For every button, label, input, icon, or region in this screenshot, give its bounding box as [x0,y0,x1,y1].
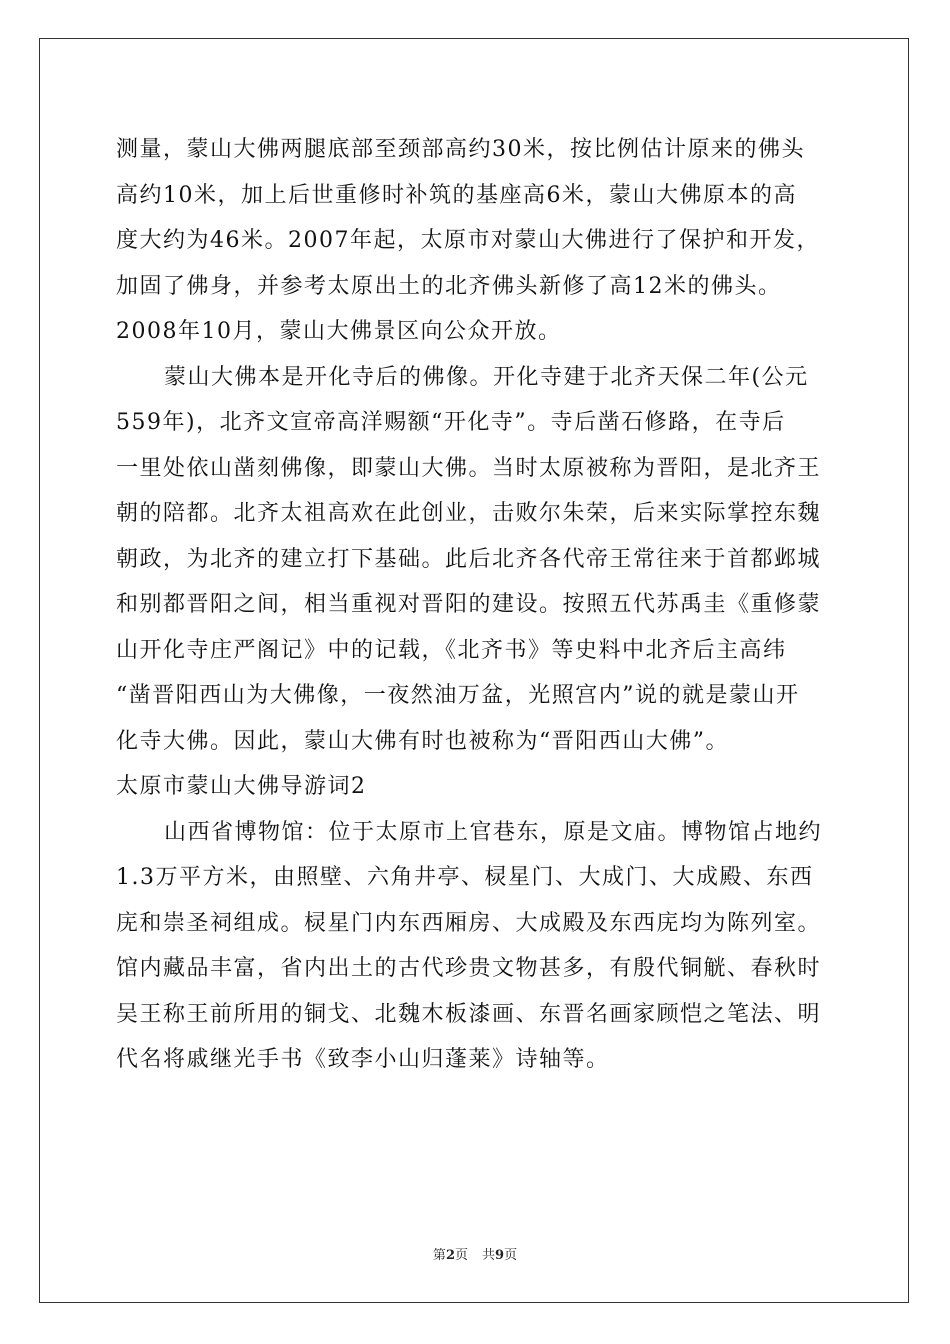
text-line: 和别都晋阳之间，相当重视对晋阳的建设。按照五代苏禹圭《重修蒙 [116,592,822,617]
text-line: 吴王称王前所用的铜戈、北魏木板漆画、东晋名画家顾恺之笔法、明 [116,1001,822,1027]
text-line: 一里处依山凿刻佛像，即蒙山大佛。当时太原被称为晋阳，是北齐王 [116,455,822,481]
text-line: 高约10米，加上后世重修时补筑的基座高6米，蒙山大佛原本的高 [116,182,797,208]
text-line: 庑和崇圣祠组成。棂星门内东西厢房、大成殿及东西庑均为陈列室。 [116,910,822,936]
text-line: 山开化寺庄严阁记》中的记载，《北齐书》等史料中北齐后主高纬 [116,637,787,663]
text-line: 加固了佛身，并参考太原出土的北齐佛头新修了高12米的佛头。 [116,273,782,299]
text-line: 代名将戚继光手书《致李小山归蓬莱》诗轴等。 [116,1047,610,1072]
text-line: 1.3万平方米，由照壁、六角井亭、棂星门、大成门、大成殿、东西 [116,865,814,890]
section-heading: 太原市蒙山大佛导游词2 [116,774,367,799]
text-line: 2008年10月，蒙山大佛景区向公众开放。 [116,319,562,344]
text-line: 559年)，北齐文宣帝高洋赐额“开化寺”。寺后凿石修路，在寺后 [116,410,786,435]
text-line: “凿晋阳西山为大佛像，一夜然油万盆，光照宫内”说的就是蒙山开 [116,683,800,708]
page-prefix: 第 [432,1248,446,1263]
page-suffix: 页 [454,1248,468,1263]
text-line: 朝政，为北齐的建立打下基础。此后北齐各代帝王常往来于首都邺城 [116,546,822,572]
text-line: 测量，蒙山大佛两腿底部至颈部高约30米，按比例估计原来的佛头 [116,137,805,162]
text-line: 朝的陪都。北齐太祖高欢在此创业，击败尔朱荣，后来实际掌控东魏 [116,501,822,526]
text-line: 化寺大佛。因此，蒙山大佛有时也被称为“晋阳西山大佛”。 [116,728,729,754]
text-line: 馆内藏品丰富，省内出土的古代珍贵文物甚多，有殷代铜觥、春秋时 [116,956,822,981]
current-page-number: 2 [445,1248,455,1263]
paragraph-first-line: 蒙山大佛本是开化寺后的佛像。开化寺建于北齐天保二年(公元 [164,364,809,390]
total-prefix: 共 [482,1248,496,1263]
total-pages-number: 9 [495,1248,505,1263]
text-line: 度大约为46米。2007年起，太原市对蒙山大佛进行了保护和开发， [116,228,820,253]
page-number-footer [0,1244,950,1263]
paragraph-first-line: 山西省博物馆：位于太原市上官巷东，原是文庙。博物馆占地约 [164,819,823,845]
total-suffix: 页 [504,1248,518,1263]
document-body [116,127,840,1083]
